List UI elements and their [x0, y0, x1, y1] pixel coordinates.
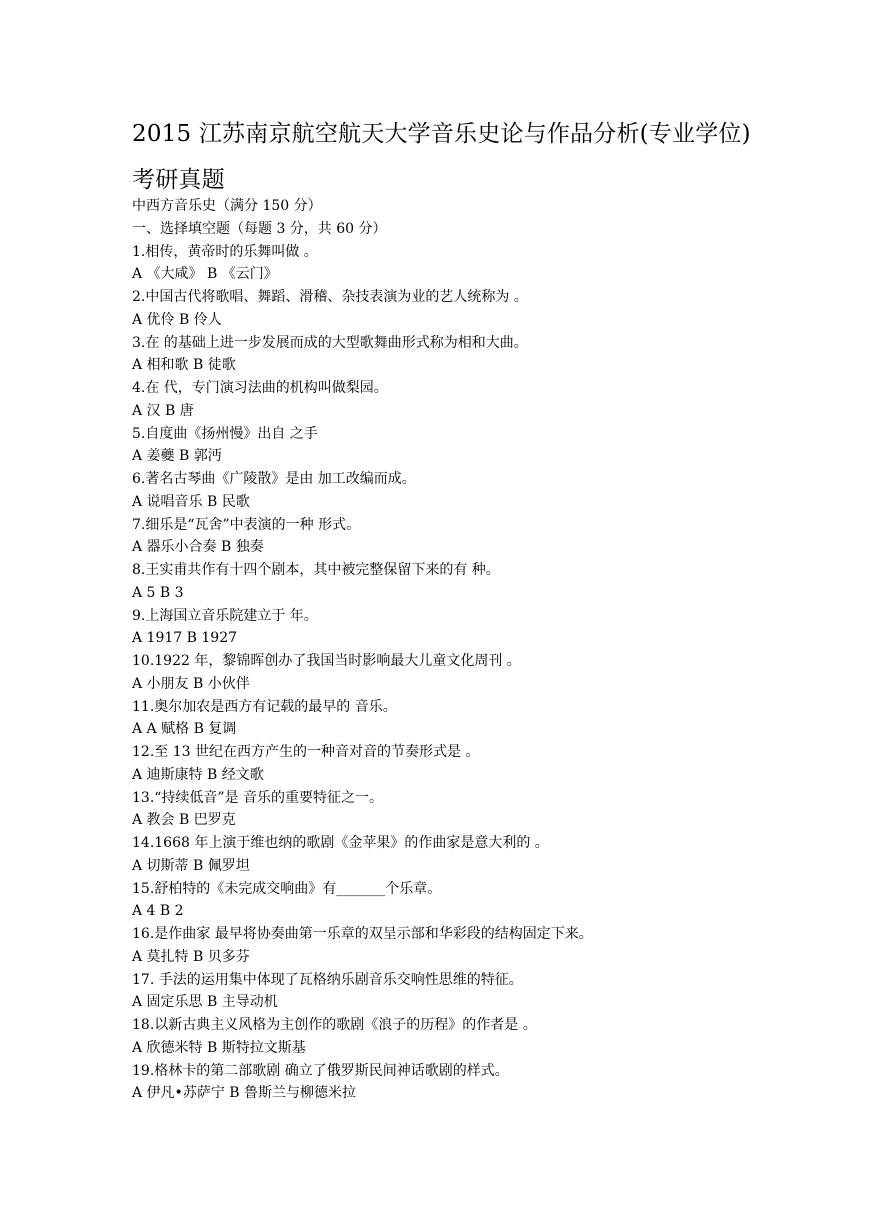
answer-options: A 小朋友 B 小伙伴 [132, 675, 250, 692]
question-item [132, 923, 832, 969]
question-text: 17. 手法的运用集中体现了瓦格纳乐剧音乐交响性思维的特征。 [132, 971, 523, 988]
answer-options: A 迪斯康特 B 经文歌 [132, 766, 264, 783]
question-text: 16.是作曲家 最早将协奏曲第一乐章的双呈示部和华彩段的结构固定下来。 [132, 926, 593, 942]
answer-options: A 《大咸》 B 《云门》 [132, 266, 278, 283]
title-line-1: 2015 江苏南京航空航天大学音乐史论与作品分析(专业学位) [132, 121, 751, 147]
question-text: 13.“持续低音”是 音乐的重要特征之一。 [132, 789, 384, 806]
answer-options: A 固定乐思 B 主导动机 [132, 994, 278, 1011]
answer-options: A 教会 B 巴罗克 [132, 812, 236, 829]
answer-options: A 优伶 B 伶人 [132, 311, 222, 328]
question-text: 14.1668 年上演于维也纳的歌剧《金苹果》的作曲家是意大利的 。 [132, 835, 549, 851]
question-item [132, 787, 832, 833]
question-text: 3.在 的基础上进一步发展而成的大型歌舞曲形式称为相和大曲。 [132, 334, 528, 351]
section-heading: 中西方音乐史（满分 150 分） [132, 198, 322, 214]
question-text: 10.1922 年，黎锦晖创办了我国当时影响最大儿童文化周刊 。 [132, 653, 521, 669]
question-text: 15.舒柏特的《未完成交响曲》有_______个乐章。 [132, 880, 442, 897]
answer-options: A 伊凡•苏萨宁 B 鲁斯兰与柳德米拉 [132, 1085, 357, 1102]
answer-options: A 切斯蒂 B 佩罗坦 [132, 857, 250, 874]
question-item [132, 969, 832, 1015]
question-text: 1.相传，黄帝时的乐舞叫做 。 [132, 243, 318, 260]
question-item [132, 377, 832, 423]
question-list [132, 241, 832, 1106]
question-item [132, 514, 832, 560]
title-line-2: 考研真题 [132, 167, 225, 193]
question-text: 6.著名古琴曲《广陵散》是由 加工改编而成。 [132, 471, 416, 487]
question-text: 12.至 13 世纪在西方产生的一种音对音的节奏形式是 。 [132, 744, 480, 760]
answer-options: A 欣德米特 B 斯特拉文斯基 [132, 1039, 306, 1056]
answer-options: A 相和歌 B 徒歌 [132, 357, 236, 374]
section-subheading: 一、选择填空题（每题 3 分，共 60 分） [132, 220, 387, 237]
answer-options: A A 赋格 B 复调 [132, 721, 237, 738]
question-item [132, 741, 832, 787]
answer-options: A 1917 B 1927 [132, 630, 238, 647]
answer-options: A 汉 B 唐 [132, 402, 194, 419]
question-item [132, 559, 832, 605]
answer-options: A 5 B 3 [132, 584, 184, 601]
document-body [132, 195, 832, 1105]
question-text: 5.自度曲《扬州慢》出自 之手 [132, 425, 318, 442]
document-title [132, 111, 832, 203]
question-item [132, 650, 832, 696]
question-item [132, 696, 832, 742]
question-text: 19.格林卡的第二部歌剧 确立了俄罗斯民间神话歌剧的样式。 [132, 1062, 509, 1079]
question-text: 4.在 代，专门演习法曲的机构叫做梨园。 [132, 380, 388, 396]
answer-options: A 姜夔 B 郭沔 [132, 448, 222, 465]
question-item [132, 423, 832, 469]
question-item [132, 878, 832, 924]
question-item [132, 332, 832, 378]
answer-options: A 器乐小合奏 B 独奏 [132, 539, 264, 556]
question-text: 11.奥尔加农是西方有记载的最早的 音乐。 [132, 698, 397, 715]
question-text: 7.细乐是“瓦舍”中表演的一种 形式。 [132, 516, 361, 533]
answer-options: A 说唱音乐 B 民歌 [132, 493, 250, 510]
question-text: 9.上海国立音乐院建立于 年。 [132, 607, 318, 624]
question-text: 2.中国古代将歌唱、舞蹈、滑稽、杂技表演为业的艺人统称为 。 [132, 289, 528, 305]
question-item [132, 1014, 832, 1060]
question-item [132, 605, 832, 651]
question-item [132, 241, 832, 287]
question-text: 18.以新古典主义风格为主创作的歌剧《浪子的历程》的作者是 。 [132, 1017, 537, 1033]
question-text: 8.王实甫共作有十四个剧本，其中被完整保留下来的有 种。 [132, 562, 500, 578]
answer-options: A 莫扎特 B 贝多芬 [132, 948, 250, 965]
answer-options: A 4 B 2 [132, 903, 184, 920]
question-item [132, 832, 832, 878]
question-item [132, 468, 832, 514]
question-item [132, 286, 832, 332]
question-item [132, 1060, 832, 1106]
